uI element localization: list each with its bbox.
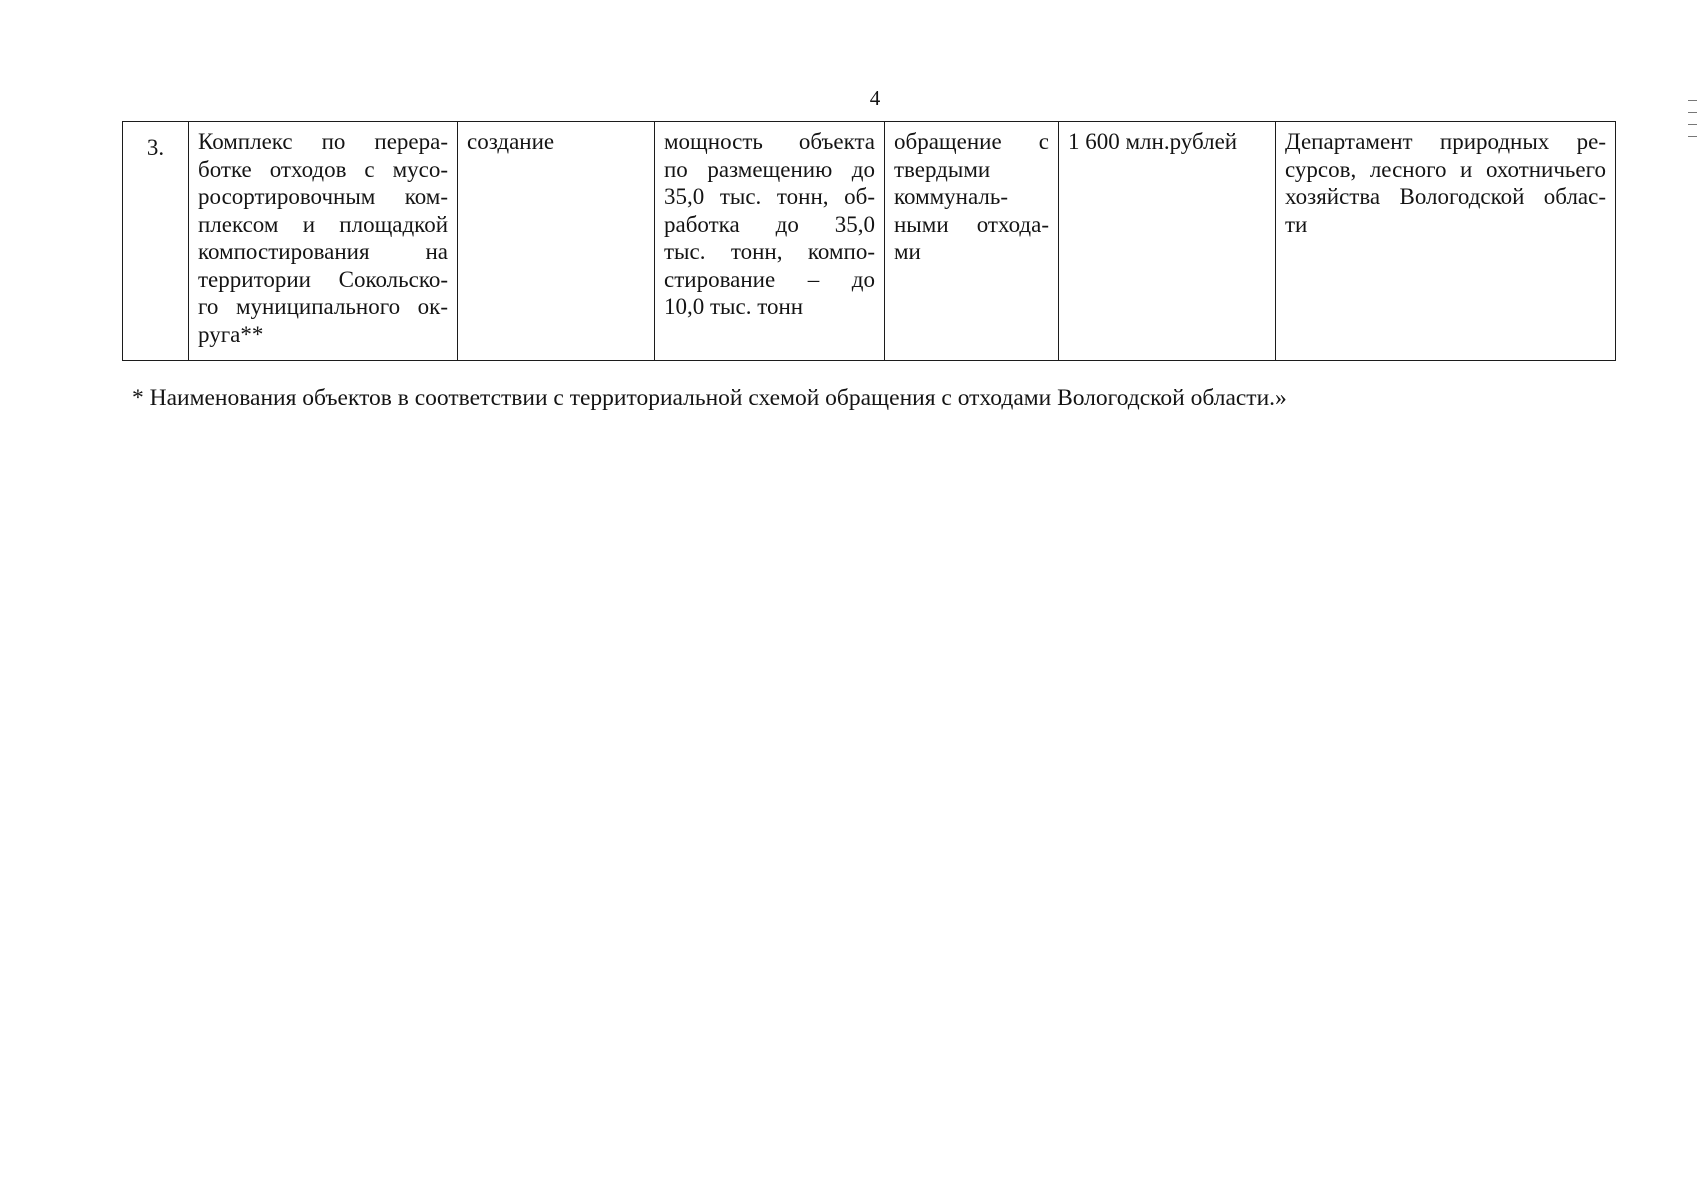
object-name-line: Комплекс по перера- [198, 129, 448, 154]
object-name-line: плексом и площадкой [198, 211, 448, 237]
cost-text: 1 600 млн.рублей [1068, 129, 1238, 154]
object-name-line: компостирования на [198, 239, 448, 264]
footnote: * Наименования объектов в соответствии с территориальной схемой обращения с отходами Вологодской области.» [132, 385, 1287, 411]
capacity-line: 35,0 тыс. тонн, об- [664, 184, 875, 209]
object-name-line: территории Сокольско- [198, 266, 448, 292]
purpose-line: обращение с [894, 129, 1049, 154]
responsible-line: ти [1285, 211, 1308, 237]
responsible-line: Департамент природных ре- [1285, 129, 1606, 154]
responsible-cell [1276, 122, 1616, 361]
capacity-line: тыс. тонн, компо- [664, 239, 875, 264]
object-name-line: го муниципального ок- [198, 294, 448, 319]
activity-cell [458, 122, 655, 361]
page-number: 4 [869, 86, 881, 110]
purpose-line: ми [894, 239, 921, 264]
object-name-cell [189, 122, 458, 361]
responsible-line: сурсов, лесного и охотничьего [1285, 156, 1606, 182]
cost-cell [1059, 122, 1276, 361]
object-name-line: росортировочным ком- [198, 184, 448, 209]
object-name-line: ботке отходов с мусо- [198, 156, 448, 182]
purpose-line: твердыми [894, 156, 991, 182]
capacity-line: работка до 35,0 [664, 211, 875, 237]
responsible-line: хозяйства Вологодской облас- [1285, 184, 1606, 209]
capacity-cell [655, 122, 885, 361]
purpose-line: ными отхода- [894, 211, 1049, 237]
capacity-line: по размещению до [664, 156, 875, 182]
objects-table [122, 121, 1616, 361]
activity-text: создание [467, 129, 555, 154]
purpose-cell [885, 122, 1059, 361]
object-name-line: руга** [198, 321, 264, 347]
capacity-line: стирование – до [664, 266, 875, 292]
capacity-line: мощность объекта [664, 129, 875, 154]
table-row [123, 122, 1616, 361]
purpose-line: коммуналь- [894, 184, 1009, 209]
capacity-line: 10,0 тыс. тонн [664, 294, 804, 319]
row-number-cell [123, 122, 189, 361]
scan-edge-marks [1688, 100, 1697, 148]
row-number: 3. [146, 135, 165, 160]
